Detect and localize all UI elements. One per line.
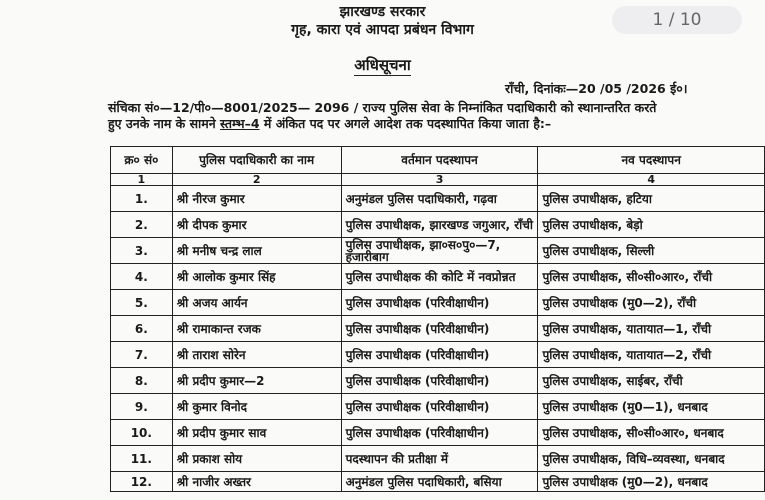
current-posting-cell: पुलिस उपाधीक्षक (परिवीक्षाधीन): [341, 290, 538, 316]
table-row: [111, 212, 765, 238]
officer-name-cell: श्री प्रदीप कुमार—2: [172, 368, 341, 394]
serial-number-cell: 1.: [111, 186, 173, 212]
current-posting-cell: पुलिस उपाधीक्षक की कोटि में नवप्रोन्नत: [341, 264, 538, 290]
current-posting-cell: पुलिस उपाधीक्षक (परिवीक्षाधीन): [341, 368, 538, 394]
table-header-row: [111, 147, 765, 174]
new-posting-cell: पुलिस उपाधीक्षक, सिल्ली: [538, 238, 765, 264]
current-posting-cell: पुलिस उपाधीक्षक (परिवीक्षाधीन): [341, 316, 538, 342]
table-row: [111, 238, 765, 264]
current-posting-cell: पुलिस उपाधीक्षक, झारखण्ड जगुआर, राँची: [341, 212, 538, 238]
officer-name-cell: श्री प्रदीप कुमार साव: [172, 420, 341, 446]
table-row: [111, 368, 765, 394]
header-new-posting: नव पदस्थापन: [538, 147, 765, 174]
header-officer-name: पुलिस पदाधिकारी का नाम: [172, 147, 341, 174]
new-posting-cell: पुलिस उपाधीक्षक, सी०सी०आर०, राँची: [538, 264, 765, 290]
current-posting-cell: पुलिस उपाधीक्षक (परिवीक्षाधीन): [341, 394, 538, 420]
new-posting-cell: पुलिस उपाधीक्षक, सी०सी०आर०, धनबाद: [538, 420, 765, 446]
new-posting-cell: पुलिस उपाधीक्षक, विधि–व्यवस्था, धनबाद: [538, 446, 765, 472]
current-posting-cell: पुलिस उपाधीक्षक (परिवीक्षाधीन): [341, 342, 538, 368]
paragraph-column-ref: स्तम्भ–4: [220, 116, 260, 131]
officer-name-cell: श्री मनीष चन्द्र लाल: [172, 238, 341, 264]
table-row: [111, 264, 765, 290]
officer-name-cell: श्री कुमार विनोद: [172, 394, 341, 420]
new-posting-cell: पुलिस उपाधीक्षक, यातायात—2, राँची: [538, 342, 765, 368]
notification-title: [0, 55, 765, 75]
header-serial: क्र० सं०: [111, 147, 173, 174]
serial-number-cell: 9.: [111, 394, 173, 420]
officer-name-cell: श्री नीरज कुमार: [172, 186, 341, 212]
table-row: [111, 420, 765, 446]
table-body: [111, 186, 765, 492]
current-posting-cell: अनुमंडल पुलिस पदाधिकारी, बसिया: [341, 472, 538, 492]
current-posting-cell: अनुमंडल पुलिस पदाधिकारी, गढ़वा: [341, 186, 538, 212]
page-counter: 1 / 10: [612, 6, 742, 34]
current-posting-cell: पुलिस उपाधीक्षक (परिवीक्षाधीन): [341, 420, 538, 446]
serial-number-cell: 11.: [111, 446, 173, 472]
serial-number-cell: 8.: [111, 368, 173, 394]
serial-number-cell: 10.: [111, 420, 173, 446]
new-posting-cell: पुलिस उपाधीक्षक, साईबर, राँची: [538, 368, 765, 394]
header-current-posting: वर्तमान पदस्थापन: [341, 147, 538, 174]
new-posting-cell: पुलिस उपाधीक्षक, बेड़ो: [538, 212, 765, 238]
new-posting-cell: पुलिस उपाधीक्षक (मु0—1), धनबाद: [538, 394, 765, 420]
table-row: [111, 472, 765, 492]
officer-name-cell: श्री आलोक कुमार सिंह: [172, 264, 341, 290]
officer-name-cell: श्री रामाकान्त रजक: [172, 316, 341, 342]
new-posting-cell: पुलिस उपाधीक्षक (मु0—2), राँची: [538, 290, 765, 316]
transfer-table: [110, 146, 765, 492]
current-posting-cell: पुलिस उपाधीक्षक, झा०स०पु०—7, हजारीबाग: [341, 238, 538, 264]
date-line: राँची, दिनांकः—20 /05 /2026 ई०।: [505, 81, 688, 96]
officer-name-cell: श्री नाजीर अख्तर: [172, 472, 341, 492]
column-number-row: [111, 174, 765, 186]
serial-number-cell: 3.: [111, 238, 173, 264]
table-row: [111, 394, 765, 420]
table-row: [111, 446, 765, 472]
paragraph-text-2: में अंकित पद पर अगले आदेश तक पदस्थापित किया जाता है:–: [259, 116, 552, 131]
new-posting-cell: पुलिस उपाधीक्षक, हटिया: [538, 186, 765, 212]
officer-name-cell: श्री दीपक कुमार: [172, 212, 341, 238]
new-posting-cell: पुलिस उपाधीक्षक (मु0—2), धनबाद: [538, 472, 765, 492]
serial-number-cell: 7.: [111, 342, 173, 368]
serial-number-cell: 4.: [111, 264, 173, 290]
column-number: 1: [111, 174, 173, 186]
officer-name-cell: श्री प्रकाश सोय: [172, 446, 341, 472]
notification-title-text: अधिसूचना: [354, 56, 411, 74]
serial-number-cell: 6.: [111, 316, 173, 342]
serial-number-cell: 2.: [111, 212, 173, 238]
notification-paragraph: [108, 100, 668, 132]
government-name: झारखण्ड सरकार: [339, 4, 426, 20]
table-row: [111, 290, 765, 316]
table-row: [111, 342, 765, 368]
officer-name-cell: श्री ताराश सोरेन: [172, 342, 341, 368]
column-number: 4: [538, 174, 765, 186]
paragraph-text-1: संचिका सं०—12/पी०—8001/2025— 2096 / राज्य पुलिस सेवा के निम्नांकित पदाधिकारी को स्थानान्तरित करते हुए उनके नाम के सामने: [108, 100, 657, 131]
officer-name-cell: श्री अजय आर्यन: [172, 290, 341, 316]
department-name: गृह, कारा एवं आपदा प्रबंधन विभाग: [291, 22, 474, 38]
table-row: [111, 316, 765, 342]
column-number: 2: [172, 174, 341, 186]
serial-number-cell: 5.: [111, 290, 173, 316]
current-posting-cell: पदस्थापन की प्रतीक्षा में: [341, 446, 538, 472]
column-number: 3: [341, 174, 538, 186]
table-row: [111, 186, 765, 212]
new-posting-cell: पुलिस उपाधीक्षक, यातायात—1, राँची: [538, 316, 765, 342]
serial-number-cell: 12.: [111, 472, 173, 492]
